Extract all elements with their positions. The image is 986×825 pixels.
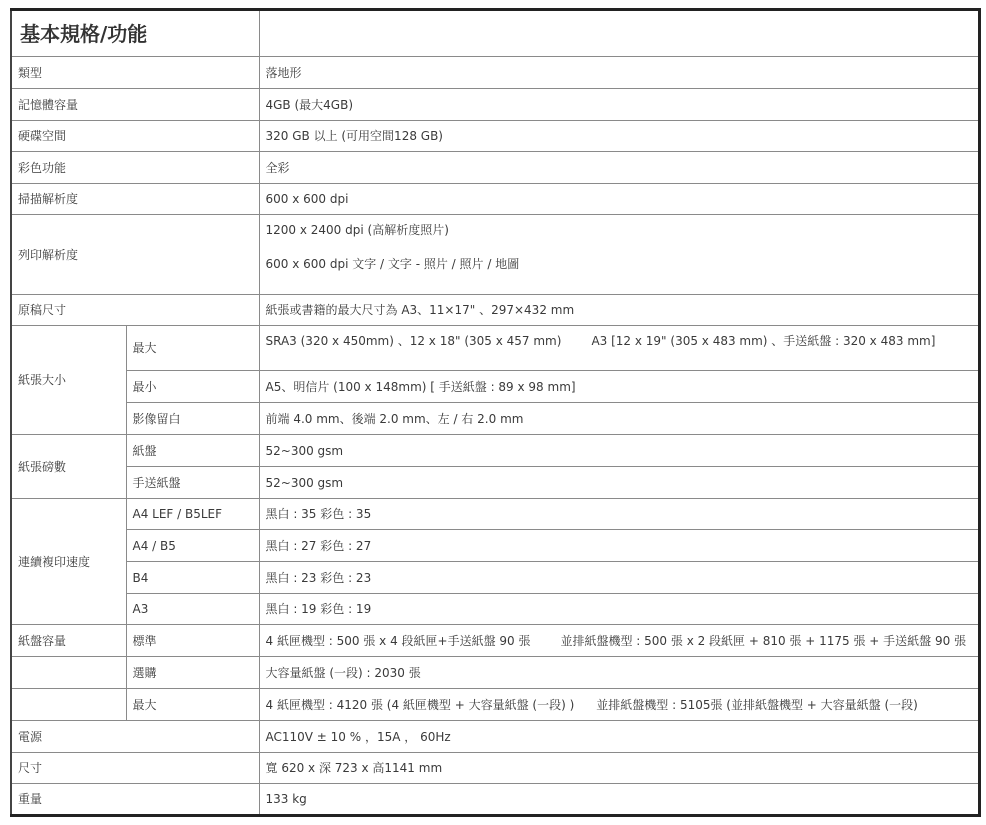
capacity-standard-value-a: 4 紙匣機型 : 500 張 x 4 段紙匣+手送紙盤 90 張 <box>265 633 531 648</box>
row-value-capacity-standard <box>259 625 979 657</box>
table-row <box>11 784 979 816</box>
sub-label-speed-a4: A4 / B5 <box>126 530 259 562</box>
row-value-paper-min: A5、明信片 (100 x 148mm) [ 手送紙盤 : 89 x 98 mm] <box>259 371 979 403</box>
sub-label-capacity-max: 最大 <box>126 689 259 721</box>
sub-label-speed-b4: B4 <box>126 562 259 594</box>
row-label-print-res: 列印解析度 <box>11 215 259 295</box>
row-value-memory: 4GB (最大4GB) <box>259 89 979 121</box>
row-value-weight-tray: 52~300 gsm <box>259 435 979 467</box>
sub-label-capacity-standard: 標準 <box>126 625 259 657</box>
row-label-color: 彩色功能 <box>11 152 259 184</box>
table-row <box>11 657 979 689</box>
table-row <box>11 215 979 295</box>
table-row <box>11 594 979 625</box>
row-value-print-res <box>259 215 979 295</box>
row-label-paper-size: 紙張大小 <box>11 326 126 435</box>
table-row <box>11 295 979 326</box>
row-value-disk: 320 GB 以上 (可用空間128 GB) <box>259 121 979 152</box>
table-title: 基本規格/功能 <box>11 10 259 57</box>
row-value-type: 落地形 <box>259 57 979 89</box>
paper-max-value-b: A3 [12 x 19" (305 x 483 mm) 、手送紙盤 : 320 x 483 mm] <box>591 334 936 348</box>
row-label-tray-capacity: 紙盤容量 <box>11 625 126 657</box>
capacity-max-value-b: 並排紙盤機型 : 5105張 (並排紙盤機型 + 大容量紙盤 (一段) <box>596 697 918 712</box>
table-row <box>11 499 979 530</box>
sub-label-paper-margin: 影像留白 <box>126 403 259 435</box>
table-row <box>11 562 979 594</box>
title-row <box>11 10 979 57</box>
sub-label-weight-bypass: 手送紙盤 <box>126 467 259 499</box>
row-value-weight: 133 kg <box>259 784 979 816</box>
table-row <box>11 721 979 753</box>
print-res-line-2: 600 x 600 dpi 文字 / 文字 - 照片 / 照片 / 地圖 <box>265 257 520 271</box>
row-value-dimensions: 寬 620 x 深 723 x 高1141 mm <box>259 753 979 784</box>
table-row <box>11 57 979 89</box>
table-row <box>11 689 979 721</box>
table-row <box>11 435 979 467</box>
title-blank-cell <box>259 10 979 57</box>
row-value-capacity-option: 大容量紙盤 (一段) : 2030 張 <box>259 657 979 689</box>
table-row <box>11 121 979 152</box>
table-row <box>11 184 979 215</box>
row-label-disk: 硬碟空間 <box>11 121 259 152</box>
row-value-speed-a4: 黑白 : 27 彩色 : 27 <box>259 530 979 562</box>
table-row <box>11 530 979 562</box>
sub-label-weight-tray: 紙盤 <box>126 435 259 467</box>
row-value-weight-bypass: 52~300 gsm <box>259 467 979 499</box>
row-label-memory: 記憶體容量 <box>11 89 259 121</box>
table-row <box>11 371 979 403</box>
table-row <box>11 403 979 435</box>
row-value-original: 紙張或書籍的最大尺寸為 A3、11×17" 、297×432 mm <box>259 295 979 326</box>
row-label-power: 電源 <box>11 721 259 753</box>
row-label-scan-res: 掃描解析度 <box>11 184 259 215</box>
row-value-speed-a4lef: 黑白 : 35 彩色 : 35 <box>259 499 979 530</box>
table-row <box>11 753 979 784</box>
row-label-dimensions: 尺寸 <box>11 753 259 784</box>
row-label-copy-speed: 連續複印速度 <box>11 499 126 625</box>
row-value-color: 全彩 <box>259 152 979 184</box>
row-value-paper-margin: 前端 4.0 mm、後端 2.0 mm、左 / 右 2.0 mm <box>259 403 979 435</box>
sub-label-paper-max: 最大 <box>126 326 259 371</box>
row-label-type: 類型 <box>11 57 259 89</box>
table-row <box>11 152 979 184</box>
table-row <box>11 625 979 657</box>
row-value-power: AC110V ± 10 % ，15A ， 60Hz <box>259 721 979 753</box>
table-row <box>11 89 979 121</box>
row-label-original: 原稿尺寸 <box>11 295 259 326</box>
row-value-speed-b4: 黑白 : 23 彩色 : 23 <box>259 562 979 594</box>
row-value-capacity-max <box>259 689 979 721</box>
capacity-blank-cell <box>11 689 126 721</box>
capacity-blank-cell <box>11 657 126 689</box>
spec-table <box>10 8 981 817</box>
table-row <box>11 326 979 371</box>
sub-label-paper-min: 最小 <box>126 371 259 403</box>
row-label-weight: 重量 <box>11 784 259 816</box>
row-value-speed-a3: 黑白 : 19 彩色 : 19 <box>259 594 979 625</box>
row-value-scan-res: 600 x 600 dpi <box>259 184 979 215</box>
sub-label-speed-a3: A3 <box>126 594 259 625</box>
sub-label-capacity-option: 選購 <box>126 657 259 689</box>
table-row <box>11 467 979 499</box>
paper-max-value-a: SRA3 (320 x 450mm) 、12 x 18" (305 x 457 mm) <box>265 334 562 348</box>
print-res-line-1: 1200 x 2400 dpi (高解析度照片) <box>265 223 449 237</box>
capacity-standard-value-b: 並排紙盤機型 : 500 張 x 2 段紙匣 + 810 張 + 1175 張 + 手送紙盤 90 張 <box>560 633 967 648</box>
row-value-paper-max <box>259 326 979 371</box>
capacity-max-value-a: 4 紙匣機型 : 4120 張 (4 紙匣機型 + 大容量紙盤 (一段) ) <box>265 697 575 712</box>
row-label-paper-weight: 紙張磅數 <box>11 435 126 499</box>
sub-label-speed-a4lef: A4 LEF / B5LEF <box>126 499 259 530</box>
